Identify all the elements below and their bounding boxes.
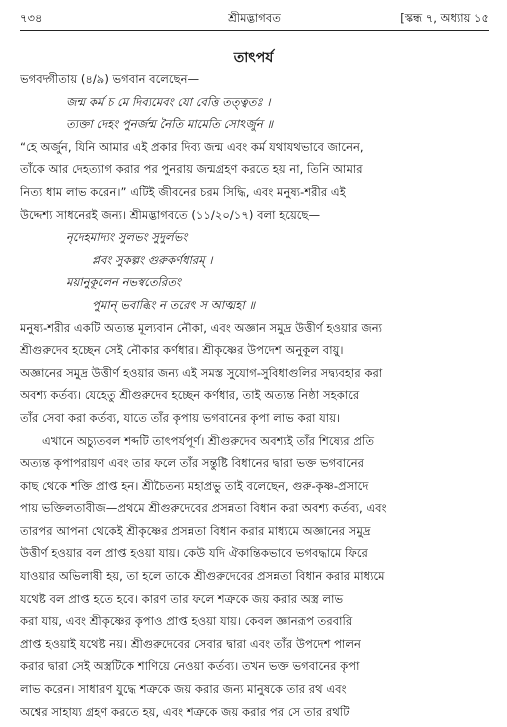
text-line: অত্যন্ত কৃপাপরায়ণ এবং তার ফলে তাঁর সন্তুষ্টি বিধানের দ্বারা ভক্ত ভগবানের — [20, 456, 365, 471]
header-rule — [20, 30, 489, 31]
text-line: “হে অর্জুন, যিনি আমার এই প্রকার দিব্য জন্ম এবং কর্ম যথাযথভাবে জানেন, — [20, 139, 364, 154]
text-line: এখানে অচ্যুতবল শব্দটি তাৎপর্যপূর্ণ। শ্রীগুরুদেব অবশ্যই তাঁর শিষ্যের প্রতি — [42, 433, 375, 448]
text-line: তাঁর সেবা করা কর্তব্য, যাতে তাঁর কৃপায় ভগবানের কৃপা লাভ করা যায়। — [20, 410, 341, 425]
chapter-reference: [স্কন্ধ ৭, অধ্যায় ১৫ — [400, 11, 489, 25]
text-line: যাওয়ার অভিলাষী হয়, তা হলে তাকে শ্রীগুরুদেবের প্রসন্নতা বিধান করার মাধ্যমে — [20, 569, 385, 584]
section-title: তাৎপর্য — [233, 50, 274, 66]
verse-line: জন্ম কর্ম চ মে দিব্যমেবং যো বেত্তি তত্ত্বতঃ । — [66, 94, 271, 109]
text-line: করার দ্বারা সেই অস্ত্রটিকে শাণিয়ে নেওয়া কর্তব্য। তখন ভক্ত ভগবানের কৃপা — [20, 659, 360, 674]
page-body — [20, 68, 489, 723]
page-header — [20, 10, 489, 28]
text-line: উদ্দেশ্য সাধনেরই জন্য। শ্রীমদ্ভাগবতে (১১/২০/১৭) বলা হয়েছে— — [20, 207, 321, 222]
text-line: করা যায়, এবং শ্রীকৃষ্ণের কৃপাও প্রাপ্ত হওয়া যায়। কেবল জ্ঞানরূপ তরবারি — [20, 614, 353, 629]
text-line: যথেষ্ট বল প্রাপ্ত হতে হবে। কারণ তার ফলে শত্রুকে জয় করার অস্ত্র লাভ — [20, 591, 344, 606]
text-line: ভগবদ্গীতায় (৪/৯) ভগবান বলেছেন— — [20, 72, 200, 86]
text-line: তাঁকে আর দেহত্যাগ করার পর পুনরায় জন্মগ্রহণ করতে হয় না, তিনি আমার — [20, 162, 363, 177]
text-line: কাছ থেকে শক্তি প্রাপ্ত হন। শ্রীচৈতন্য মহাপ্রভু তাই বলেছেন, গুরু-কৃষ্ণ-প্রসাদে — [20, 478, 369, 493]
text-line: প্রাপ্ত হওয়াই যথেষ্ট নয়। শ্রীগুরুদেবের সেবার দ্বারা এবং তাঁর উপদেশ পালন — [20, 636, 361, 651]
page-number: ৭৩৪ — [20, 11, 43, 25]
text-line: লাভ করেন। সাধারণ যুদ্ধে শত্রুকে জয় করার জন্য মানুষকে তার রথ এবং — [20, 682, 347, 697]
text-line: শ্রীগুরুদেব হচ্ছেন সেই নৌকার কর্ণধার। শ্রীকৃষ্ণের উপদেশ অনুকূল বায়ু। — [20, 343, 344, 358]
verse-line: প্লবং সুকল্পং গুরুকর্ণধারম্ । — [92, 252, 213, 267]
text-line: মনুষ্য-শরীর একটি অত্যন্ত মূল্যবান নৌকা, এবং অজ্ঞান সমুদ্র উত্তীর্ণ হওয়ার জন্য — [20, 320, 382, 335]
text-line: অবশ্য কর্তব্য। যেহেতু শ্রীগুরুদেব হচ্ছেন কর্ণধার, তাই অত্যন্ত নিষ্ঠা সহকারে — [20, 388, 360, 403]
verse-line: ত্যক্তা দেহং পুনর্জন্ম নৈতি মামেতি সোঽর্জুন ॥ — [66, 117, 274, 132]
book-title: শ্রীমদ্ভাগবত — [228, 11, 281, 25]
text-line: তারপর আপনা থেকেই শ্রীকৃষ্ণের প্রসন্নতা বিধান করার মাধ্যমে অজ্ঞানের সমুদ্র — [20, 523, 371, 538]
text-line: নিত্য ধাম লাভ করেন।” এটিই জীবনের চরম সিদ্ধি, এবং মনুষ্য-শরীর এই — [20, 184, 346, 199]
text-line: পায় ভক্তিলতাবীজ—প্রথমে শ্রীগুরুদেবের প্রসন্নতা বিধান করা অবশ্য কর্তব্য, এবং — [20, 501, 387, 516]
verse-line: পুমান্ ভবাব্ধিং ন তরেৎ স আত্মহা ॥ — [92, 297, 256, 312]
text-line: উত্তীর্ণ হওয়ার বল প্রাপ্ত হওয়া যায়। কেউ যদি ঐকান্তিকভাবে ভগবদ্ধামে ফিরে — [20, 546, 368, 561]
text-line: অশ্বের সাহায্য গ্রহণ করতে হয়, এবং শত্রুকে জয় করার পর সে তার রথটি — [20, 704, 350, 719]
verse-line: ময়ানুকূলেন নভস্বতেরিতং — [66, 275, 181, 290]
text-line: অজ্ঞানের সমুদ্র উত্তীর্ণ হওয়ার জন্য এই সমস্ত সুযোগ-সুবিধাগুলির সদ্ব্যবহার করা — [20, 365, 383, 380]
verse-line: নৃদেহমাদ্যং সুলভং সুদুর্লভং — [66, 230, 188, 245]
